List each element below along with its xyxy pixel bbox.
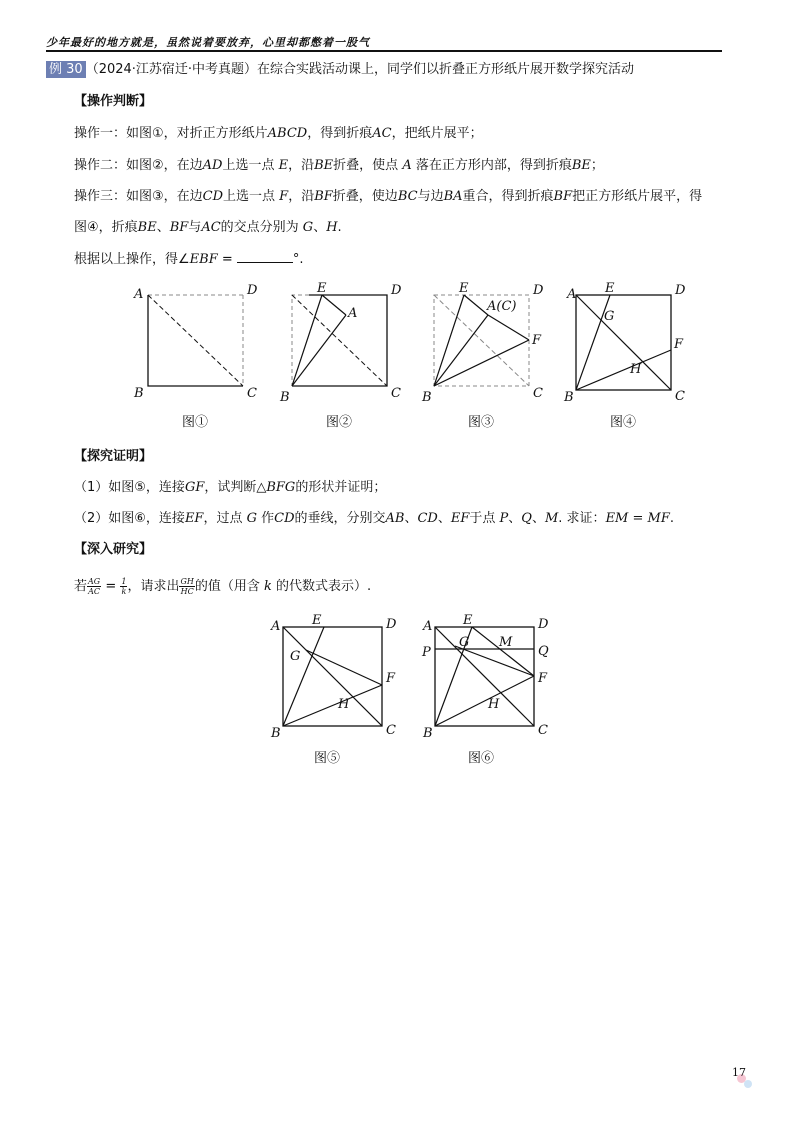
fig2-caption: 图② — [326, 415, 353, 430]
text: . 求证： — [558, 511, 606, 526]
math-cd: CD — [417, 511, 438, 526]
fig6-label-m: M — [499, 635, 513, 650]
math-bf: BF — [314, 189, 333, 204]
angle-question — [74, 250, 304, 269]
section-proof: 【探究证明】 — [74, 449, 153, 464]
fig3-label-b: B — [422, 390, 432, 405]
text: ，沿 — [288, 158, 315, 173]
fig6-label-c: C — [538, 723, 548, 738]
fig3-crease-be — [434, 295, 464, 386]
fig1-label-d: D — [247, 283, 258, 298]
fig6-label-q: Q — [538, 644, 549, 659]
text: 重合，得到折痕 — [462, 189, 554, 204]
fig6-label-a: A — [423, 619, 433, 634]
text: 、 — [404, 511, 418, 526]
math-bf: BF — [169, 220, 189, 235]
figure-5 — [270, 613, 397, 766]
fraction-ag-ac — [87, 577, 101, 596]
fig2-label-c: C — [391, 386, 401, 401]
problem-source: （2024·江苏宿迁·中考真题）在综合实践活动课上，同学们以折叠正方形纸片展开数学探究活动 — [85, 62, 635, 77]
math-ad: AD — [202, 158, 223, 173]
text: 、 — [437, 511, 451, 526]
fig6-label-e: E — [463, 613, 473, 628]
fig2-label-b: B — [280, 390, 290, 405]
fig4-caption: 图④ — [610, 415, 637, 430]
text: 若 — [74, 579, 88, 594]
header-rule — [46, 50, 722, 52]
text: . — [337, 220, 342, 235]
math-m: M — [544, 511, 559, 526]
figures-row-1 — [130, 278, 750, 438]
fig1-diagonal — [148, 295, 243, 386]
math-em-eq-mf: EM = MF — [605, 511, 670, 526]
frac-den: HC — [180, 587, 194, 596]
math-bc: BC — [397, 189, 418, 204]
fig6-label-h: H — [488, 697, 500, 712]
text: 的交点分别为 — [220, 220, 303, 235]
fig5-label-c: C — [386, 723, 396, 738]
fig3-caption: 图③ — [468, 415, 495, 430]
text: 把正方形纸片展平，得 — [572, 189, 703, 204]
fig5-label-h: H — [338, 697, 350, 712]
math-ef: EF — [184, 511, 204, 526]
math-abcd: ABCD — [267, 126, 308, 141]
fig2-label-e: E — [317, 281, 327, 296]
text: 于点 — [469, 511, 500, 526]
header-motto: 少年最好的地方就是，虽然说着要放弃，心里却都憋着一股气 — [46, 36, 370, 49]
math-g: G — [302, 220, 314, 235]
math-ba: BA — [443, 189, 463, 204]
math-cd: CD — [202, 189, 224, 204]
fig5-label-d: D — [386, 617, 397, 632]
decor-balloon-icon — [744, 1080, 752, 1088]
text: 上选一点 — [223, 189, 280, 204]
math-ac: AC — [201, 220, 221, 235]
fig4-label-e: E — [605, 281, 615, 296]
text: 操作二：如图②，在边 — [74, 158, 203, 173]
fig3-label-f: F — [532, 333, 542, 348]
text: 的代数式表示）. — [271, 579, 372, 594]
text: ，把纸片展平； — [391, 126, 483, 141]
fig2-label-d: D — [391, 283, 402, 298]
math-gf: GF — [184, 480, 205, 495]
example-badge: 例 30 — [46, 61, 86, 78]
operation-one — [74, 125, 483, 143]
fig4-label-b: B — [564, 390, 574, 405]
math-e: E — [278, 158, 289, 173]
math-cd: CD — [274, 511, 295, 526]
fig4-diagonal — [576, 295, 671, 390]
frac-den: AC — [88, 587, 101, 596]
question-2 — [74, 510, 674, 528]
text: ，试判断△ — [204, 480, 267, 495]
text: 、 — [508, 511, 522, 526]
fig5-label-g: G — [290, 649, 301, 664]
operation-two — [74, 157, 604, 175]
math-h: H — [326, 220, 338, 235]
section-operation: 【操作判断】 — [74, 94, 153, 109]
math-bfg: BFG — [266, 480, 296, 495]
fig5-line-gf — [306, 650, 382, 685]
math-bf: BF — [553, 189, 573, 204]
text: 操作三：如图③，在边 — [74, 189, 203, 204]
math-g: G — [246, 511, 257, 526]
frac-num: AG — [88, 577, 101, 586]
figure-3 — [421, 281, 544, 430]
fig4-label-f: F — [674, 337, 684, 352]
math-p: P — [499, 511, 509, 526]
math-q: Q — [521, 511, 532, 526]
text: 落在正方形内部，得到折痕 — [411, 158, 572, 173]
text: （2）如图⑥，连接 — [74, 511, 185, 526]
figure-4 — [563, 281, 686, 430]
figure-6 — [421, 613, 549, 766]
fig6-label-d: D — [538, 617, 549, 632]
fig4-label-h: H — [630, 362, 642, 377]
math-a: A — [402, 158, 412, 173]
text: ，过点 — [203, 511, 247, 526]
figures-row-2 — [262, 610, 562, 775]
fig4-crease-bf — [576, 350, 671, 390]
section-research: 【深入研究】 — [74, 542, 153, 557]
fig6-label-f: F — [538, 671, 548, 686]
text: 图④，折痕 — [74, 220, 138, 235]
math-ebf: EBF — [189, 252, 218, 267]
fig4-label-c: C — [675, 389, 685, 404]
fig3-label-e: E — [459, 281, 469, 296]
page-number: 17 — [732, 1066, 746, 1079]
text: = — [101, 579, 121, 594]
math-be: BE — [314, 158, 334, 173]
problem-heading — [46, 61, 634, 79]
fig1-label-c: C — [247, 386, 257, 401]
fig3-crease-bf — [434, 340, 529, 386]
fig2-diagonal — [292, 295, 387, 386]
text: 、 — [531, 511, 545, 526]
figure-2 — [279, 281, 402, 430]
text: 与 — [188, 220, 202, 235]
math-be: BE — [571, 158, 591, 173]
frac-num: 1 — [121, 577, 127, 586]
figure-1 — [133, 283, 258, 430]
fig6-label-g: G — [459, 635, 470, 650]
fig4-label-g: G — [604, 309, 615, 324]
text: 的值（用含 — [194, 579, 264, 594]
fraction-gh-hc — [179, 577, 194, 596]
operation-three — [74, 188, 702, 206]
answer-blank[interactable] — [237, 250, 293, 263]
fig2-crease-be — [292, 295, 322, 386]
math-ef: EF — [450, 511, 470, 526]
fig3-label-d: D — [533, 283, 544, 298]
text: ； — [590, 158, 604, 173]
fig5-label-b: B — [271, 726, 281, 741]
frac-num: GH — [180, 577, 194, 586]
text: 操作一：如图①，对折正方形纸片 — [74, 126, 268, 141]
text: ，得到折痕 — [307, 126, 373, 141]
question-3 — [74, 575, 371, 599]
text: . — [669, 511, 674, 526]
math-ac: AC — [372, 126, 392, 141]
fig6-label-b: B — [423, 726, 433, 741]
operation-three-cont — [74, 219, 342, 237]
fig6-line-gf — [455, 646, 534, 676]
fig3-label-c: C — [533, 386, 543, 401]
fig6-label-p: P — [422, 645, 431, 660]
fig2-label-a: A — [348, 306, 358, 321]
math-ab: AB — [385, 511, 405, 526]
fig2-ab-edge — [292, 315, 346, 386]
fig3-label-ac: A(C) — [487, 299, 517, 314]
text: °. — [292, 252, 304, 267]
fig3-ea-edge — [464, 295, 488, 315]
question-1 — [74, 479, 386, 497]
fig6-caption: 图⑥ — [468, 751, 495, 766]
fig5-label-a: A — [271, 619, 281, 634]
frac-den: k — [121, 587, 127, 596]
fig5-label-f: F — [386, 671, 396, 686]
text: （1）如图⑤，连接 — [74, 480, 185, 495]
text: 上选一点 — [222, 158, 279, 173]
fig1-label-a: A — [134, 287, 144, 302]
text: 的垂线，分别交 — [294, 511, 386, 526]
text: 折叠，使边 — [332, 189, 398, 204]
fig5-label-e: E — [312, 613, 322, 628]
text: 、 — [156, 220, 170, 235]
fig4-label-a: A — [567, 287, 577, 302]
text: 根据以上操作，得∠ — [74, 252, 190, 267]
text: 的形状并证明； — [295, 480, 387, 495]
math-k: k — [263, 579, 272, 594]
text: ，请求出 — [127, 579, 180, 594]
text: 、 — [313, 220, 327, 235]
text: 与边 — [417, 189, 444, 204]
text: 作 — [256, 511, 275, 526]
text: 折叠，使点 — [333, 158, 403, 173]
fig5-diagonal — [283, 627, 382, 726]
fig3-ab-edge — [434, 315, 488, 386]
fig6-line-bf — [435, 676, 534, 726]
fig1-label-b: B — [134, 386, 144, 401]
math-be: BE — [137, 220, 157, 235]
fig5-caption: 图⑤ — [314, 751, 341, 766]
math-f: F — [279, 189, 289, 204]
fig4-label-d: D — [675, 283, 686, 298]
text: = — [217, 252, 237, 267]
fig1-caption: 图① — [182, 415, 209, 430]
fig6-diagonal — [435, 627, 534, 726]
fig2-ea-edge — [322, 295, 346, 315]
fig3-cf-edge — [488, 315, 529, 340]
text: ，沿 — [288, 189, 315, 204]
